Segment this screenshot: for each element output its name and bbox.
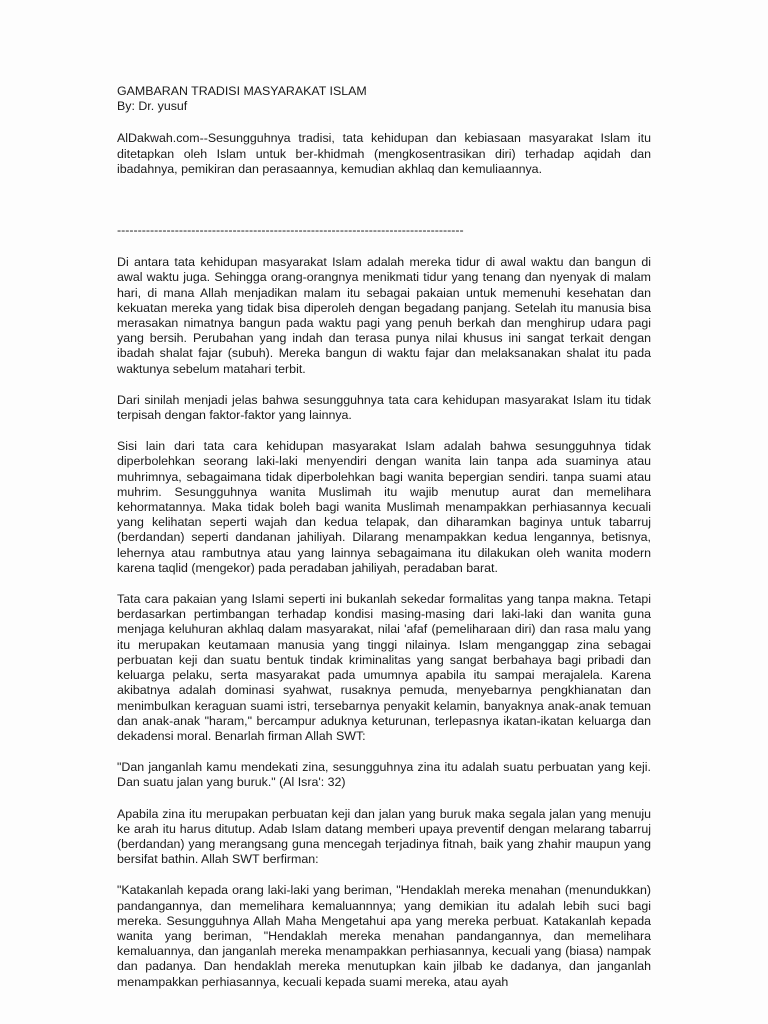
document-author: By: Dr. yusuf xyxy=(117,99,188,114)
paragraph: Sisi lain dari tata cara kehidupan masyarakat Islam adalah bahwa sesungguhnya tidak diperbolehkan seorang laki-laki menyendiri dengan wanita lain tanpa ada suaminya atau muhrimnya, sebagaimana tidak diperbolehkan bagi wanita bepergian sendiri. tanpa suami atau muhrim. Sesungguhnya wanita Muslimah itu wajib menutup aurat dan memelihara kehormatannya. Maka tidak boleh bagi wanita Muslimah menampakkan perhiasannya kecuali yang kelihatan seperti wajah dan kedua telapak, dan diharamkan baginya untuk tabarruj (berdandan) seperti dandanan jahiliyah. Dilarang menampakkan kedua lengannya, betisnya, lehernya atau rambutnya atau yang lainnya sebagaimana itu dilakukan oleh wanita modern karena taqlid (mengekor) pada peradaban jahiliyah, peradaban barat. xyxy=(117,439,651,575)
quote-paragraph: "Dan janganlah kamu mendekati zina, sesungguhnya zina itu adalah suatu perbuatan yang keji. Dan suatu jalan yang buruk." (Al Isra': 32) xyxy=(117,760,651,790)
divider-line: ------------------------------------------------------------------------------------ xyxy=(117,223,464,238)
paragraph: Dari sinilah menjadi jelas bahwa sesungguhnya tata cara kehidupan masyarakat Islam itu tidak terpisah dengan faktor-faktor yang lainnya. xyxy=(117,392,651,423)
paragraph: Di antara tata kehidupan masyarakat Islam adalah mereka tidur di awal waktu dan bangun di awal waktu juga. Sehingga orang-orangnya menikmati tidur yang tenang dan nyenyak di malam hari, di mana Allah menjadikan malam itu sebagai pakaian untuk memenuhi kesehatan dan kekuatan mereka yang tidak bisa diperoleh dengan begadang panjang. Setelah itu manusia bisa merasakan nimatnya bangun pada waktu pagi yang penuh berkah dan menghirup udara pagi yang bersih. Perubahan yang indah dan terasa punya nilai khusus ini sangat terkait dengan ibadah shalat fajar (subuh). Mereka bangun di waktu fajar dan melaksanakan shalat itu pada waktunya sebelum matahari terbit. xyxy=(117,255,651,376)
paragraph: Tata cara pakaian yang Islami seperti ini bukanlah sekedar formalitas yang tanpa makna. Tetapi berdasarkan pertimbangan terhadap kondisi masing-masing dari laki-laki dan wanita guna menjaga keluhuran akhlaq dalam masyarakat, nilai 'afaf (pemeliharaan diri) dan rasa malu yang itu merupakan keutamaan manusia yang tinggi nilainya. Islam menganggap zina sebagai perbuatan keji dan suatu bentuk tindak kriminalitas yang sangat berbahaya bagi pribadi dan keluarga pelaku, serta masyarakat pada umumnya apabila itu sampai merajalela. Karena akibatnya adalah dominasi syahwat, rusaknya pemuda, menyebarnya pengkhianatan dan menimbulkan keraguan suami istri, tersebarnya penyakit kelamin, banyaknya anak-anak temuan dan anak-anak "haram," bercampur aduknya keturunan, terlepasnya ikatan-ikatan keluarga dan dekadensi moral. Benarlah firman Allah SWT: xyxy=(117,592,651,743)
quote-paragraph: "Katakanlah kepada orang laki-laki yang beriman, "Hendaklah mereka menahan (menundukkan) pandangannya, dan memelihara kemaluannnya; yang demikian itu adalah lebih suci bagi mereka. Sesungguhnya Allah Maha Mengetahui apa yang mereka perbuat. Katakanlah kepada wanita yang beriman, "Hendaklah mereka menahan pandangannya, dan memelihara kemaluannya, dan janganlah mereka menampakkan perhiasannya, kecuali yang (biasa) nampak dan padanya. Dan hendaklah mereka menutupkan kain jilbab ke dadanya, dan janganlah menampakkan perhiasannya, kecuali kepada suami mereka, atau ayah xyxy=(117,883,651,989)
intro-paragraph: AlDakwah.com--Sesungguhnya tradisi, tata kehidupan dan kebiasaan masyarakat Islam itu ditetapkan oleh Islam untuk ber-khidmah (mengkosentrasikan diri) terhadap aqidah dan ibadahnya, pemikiran dan perasaannya, kemudian akhlaq dan kemuliaannya. xyxy=(117,131,651,176)
document-title: GAMBARAN TRADISI MASYARAKAT ISLAM xyxy=(117,84,367,98)
paragraph: Apabila zina itu merupakan perbuatan keji dan jalan yang buruk maka segala jalan yang menuju ke arah itu harus ditutup. Adab Islam datang memberi upaya preventif dengan melarang tabarruj (berdandan) yang merangsang guna mencegah terjadinya fitnah, baik yang zhahir maupun yang bersifat bathin. Allah SWT berfirman: xyxy=(117,806,651,867)
document-body xyxy=(117,84,651,990)
